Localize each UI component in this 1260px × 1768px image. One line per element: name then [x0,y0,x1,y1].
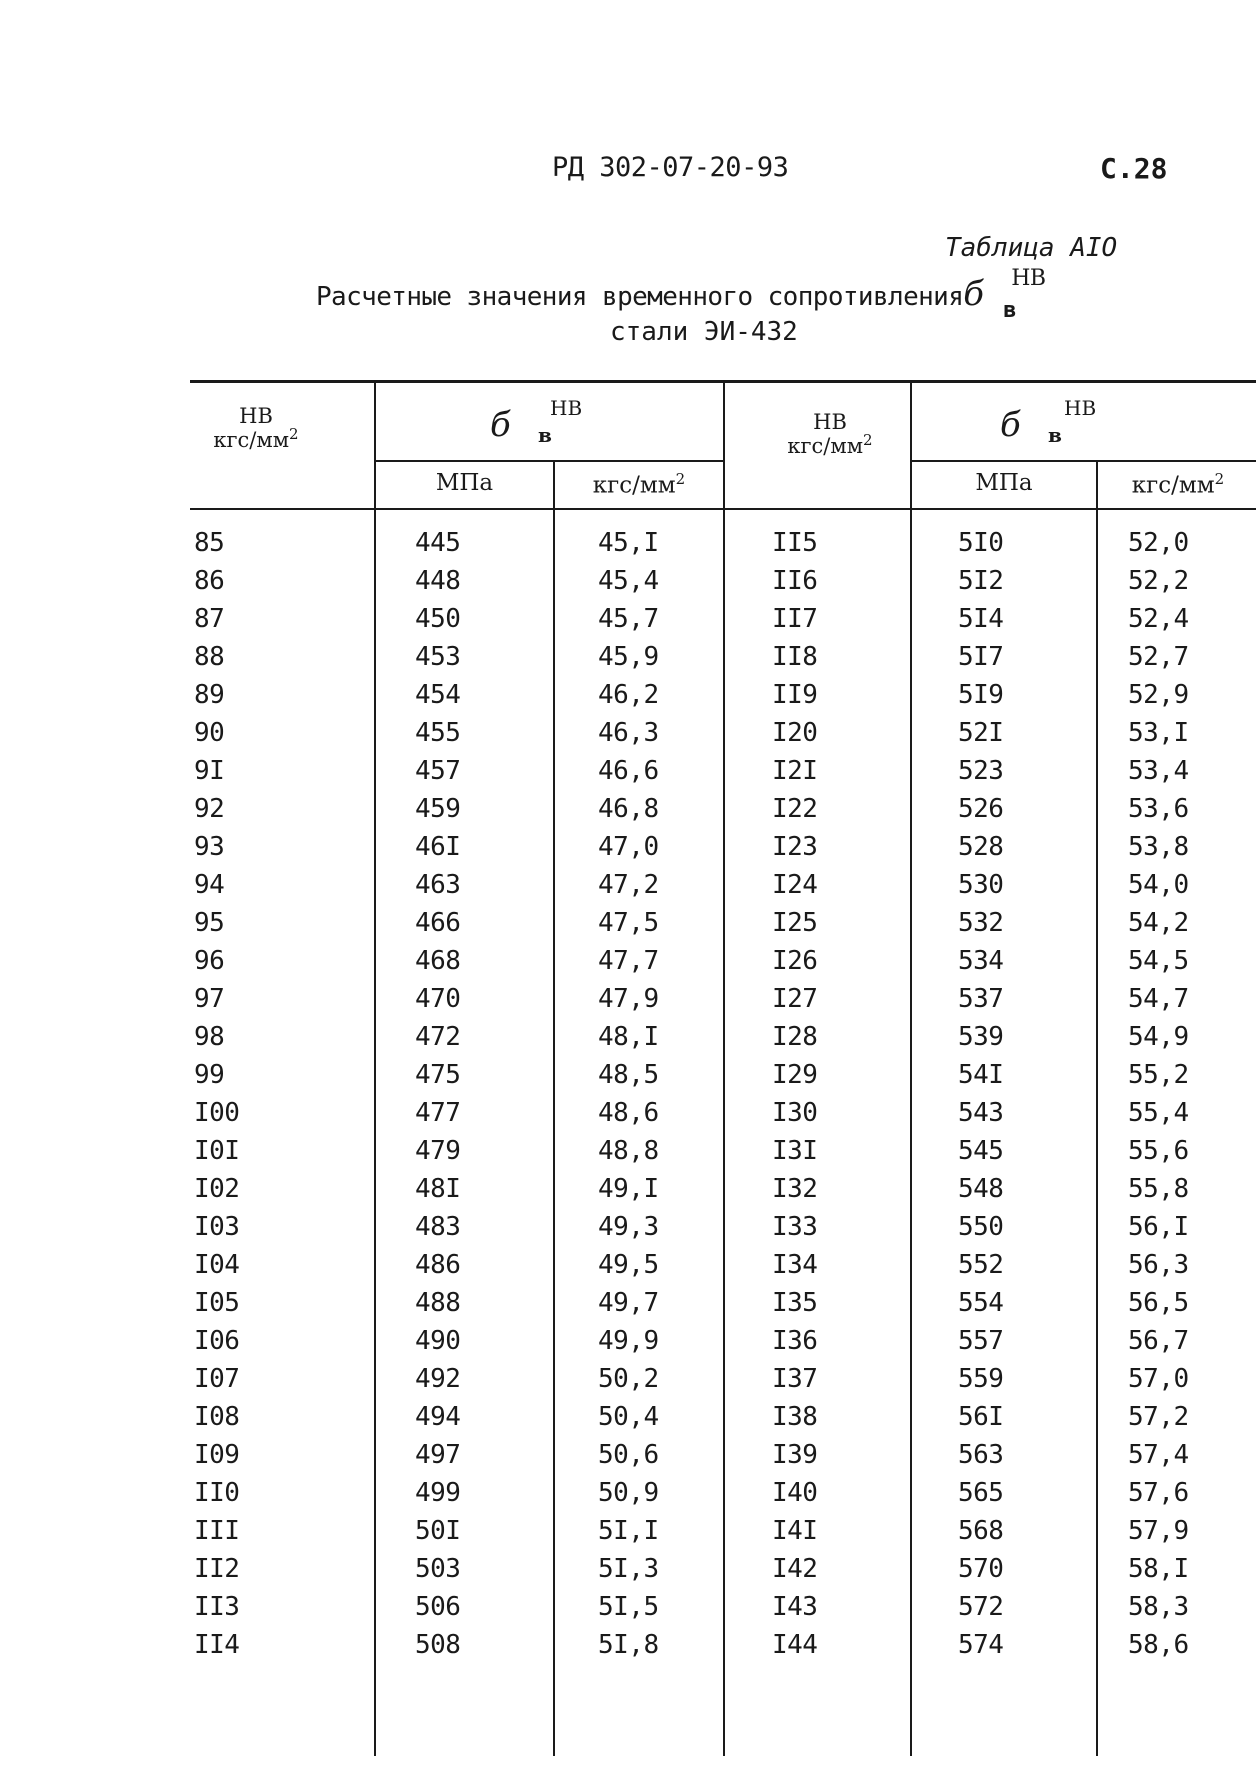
table-row [0,828,1260,866]
cell-mpa-left: 499 [415,1478,461,1508]
table-row [0,942,1260,980]
cell-mpa-left: 472 [415,1022,461,1052]
document-code: РД 302-07-20-93 [552,152,789,183]
sigma-header-right: б [1000,405,1021,445]
cell-mpa-right: 523 [958,756,1004,786]
cell-kgf-left: 49,5 [598,1250,659,1280]
cell-kgf-right: 52,7 [1128,642,1189,672]
table-row [0,1056,1260,1094]
cell-hb-right: I28 [772,1022,818,1052]
cell-mpa-left: 450 [415,604,461,634]
cell-kgf-right: 52,9 [1128,680,1189,710]
table-row [0,904,1260,942]
cell-hb-right: I37 [772,1364,818,1394]
cell-mpa-right: 574 [958,1630,1004,1660]
cell-mpa-left: 506 [415,1592,461,1622]
cell-kgf-left: 46,6 [598,756,659,786]
cell-hb-right: II8 [772,642,818,672]
cell-hb-right: I25 [772,908,818,938]
cell-kgf-left: 50,9 [598,1478,659,1508]
cell-hb-left: 98 [194,1022,225,1052]
hb-unit: кгс/$мм^2$ [787,431,873,458]
cell-kgf-left: 48,8 [598,1136,659,1166]
cell-hb-left: I00 [194,1098,240,1128]
cell-mpa-right: 5I2 [958,566,1004,596]
cell-kgf-left: 47,0 [598,832,659,862]
cell-kgf-right: 55,2 [1128,1060,1189,1090]
table-row [0,600,1260,638]
cell-kgf-left: 46,8 [598,794,659,824]
cell-mpa-right: 534 [958,946,1004,976]
cell-hb-right: I4I [772,1516,818,1546]
table-row [0,866,1260,904]
cell-kgf-left: 50,6 [598,1440,659,1470]
cell-mpa-left: 459 [415,794,461,824]
cell-kgf-right: 56,3 [1128,1250,1189,1280]
cell-hb-right: I33 [772,1212,818,1242]
cell-hb-right: I32 [772,1174,818,1204]
sigma-symbol: б в НВ [963,266,1046,323]
cell-kgf-left: 45,7 [598,604,659,634]
cell-kgf-right: 55,4 [1128,1098,1189,1128]
cell-mpa-left: 48I [415,1174,461,1204]
cell-mpa-right: 539 [958,1022,1004,1052]
cell-mpa-right: 56I [958,1402,1004,1432]
cell-hb-right: I35 [772,1288,818,1318]
cell-mpa-right: 526 [958,794,1004,824]
cell-kgf-right: 57,6 [1128,1478,1189,1508]
cell-mpa-right: 54I [958,1060,1004,1090]
cell-hb-left: 85 [194,528,225,558]
cell-kgf-right: 54,5 [1128,946,1189,976]
cell-mpa-left: 479 [415,1136,461,1166]
cell-hb-right: I40 [772,1478,818,1508]
cell-kgf-right: 57,9 [1128,1516,1189,1546]
cell-mpa-right: 528 [958,832,1004,862]
cell-kgf-left: 45,4 [598,566,659,596]
cell-hb-left: 94 [194,870,225,900]
table-subtitle: стали ЭИ-432 [610,317,798,347]
cell-mpa-left: 503 [415,1554,461,1584]
cell-mpa-left: 46I [415,832,461,862]
cell-hb-right: I44 [772,1630,818,1660]
cell-mpa-left: 448 [415,566,461,596]
cell-mpa-right: 532 [958,908,1004,938]
hb-label: НВ [813,410,847,434]
cell-kgf-left: 47,5 [598,908,659,938]
cell-mpa-left: 466 [415,908,461,938]
cell-kgf-left: 48,5 [598,1060,659,1090]
cell-hb-right: I24 [772,870,818,900]
cell-mpa-right: 557 [958,1326,1004,1356]
table-row [0,1398,1260,1436]
table-row [0,1208,1260,1246]
cell-kgf-right: 55,6 [1128,1136,1189,1166]
cell-mpa-left: 494 [415,1402,461,1432]
cell-mpa-right: 565 [958,1478,1004,1508]
cell-kgf-right: 57,0 [1128,1364,1189,1394]
table-title [316,266,1046,323]
cell-mpa-left: 463 [415,870,461,900]
cell-hb-left: 89 [194,680,225,710]
cell-mpa-left: 457 [415,756,461,786]
table-row [0,1246,1260,1284]
cell-mpa-right: 572 [958,1592,1004,1622]
cell-hb-left: 97 [194,984,225,1014]
col-header-mpa-left: МПа [435,470,494,496]
col-header-kgf-left: кгс/$мм^2$ [592,470,686,499]
cell-hb-left: 92 [194,794,225,824]
cell-mpa-right: 554 [958,1288,1004,1318]
cell-hb-left: I03 [194,1212,240,1242]
cell-mpa-left: 454 [415,680,461,710]
cell-mpa-left: 470 [415,984,461,1014]
cell-hb-left: I08 [194,1402,240,1432]
cell-mpa-right: 548 [958,1174,1004,1204]
cell-kgf-left: 45,9 [598,642,659,672]
cell-hb-right: I3I [772,1136,818,1166]
cell-kgf-right: 57,2 [1128,1402,1189,1432]
cell-mpa-right: 550 [958,1212,1004,1242]
cell-hb-left: II3 [194,1592,240,1622]
cell-hb-right: I43 [772,1592,818,1622]
cell-kgf-left: 50,4 [598,1402,659,1432]
col-header-kgf-right: кгс/$мм^2$ [1131,470,1225,499]
cell-mpa-right: 530 [958,870,1004,900]
cell-hb-left: II4 [194,1630,240,1660]
cell-kgf-right: 58,I [1128,1554,1189,1584]
cell-hb-left: 87 [194,604,225,634]
cell-hb-right: I27 [772,984,818,1014]
sigma-sup-right: НВ [1064,396,1097,420]
cell-mpa-left: 508 [415,1630,461,1660]
table-row [0,676,1260,714]
cell-hb-left: 86 [194,566,225,596]
cell-mpa-right: 5I7 [958,642,1004,672]
cell-hb-left: I06 [194,1326,240,1356]
table-row [0,1588,1260,1626]
cell-hb-left: II0 [194,1478,240,1508]
cell-kgf-left: 46,3 [598,718,659,748]
table-row [0,1132,1260,1170]
cell-kgf-left: 46,2 [598,680,659,710]
cell-hb-left: 95 [194,908,225,938]
table-row [0,714,1260,752]
table-row [0,1626,1260,1664]
cell-mpa-left: 453 [415,642,461,672]
cell-kgf-left: 5I,8 [598,1630,659,1660]
cell-hb-left: I05 [194,1288,240,1318]
cell-hb-left: II2 [194,1554,240,1584]
sigma-subscript: в [1003,298,1016,323]
title-text: Расчетные значения временного сопротивления [316,282,964,312]
cell-kgf-right: 56,I [1128,1212,1189,1242]
cell-mpa-left: 468 [415,946,461,976]
cell-hb-right: II7 [772,604,818,634]
subheader-rule-left [376,460,724,462]
cell-hb-right: I23 [772,832,818,862]
cell-kgf-right: 54,0 [1128,870,1189,900]
cell-kgf-left: 5I,3 [598,1554,659,1584]
table-row [0,1436,1260,1474]
cell-kgf-right: 53,4 [1128,756,1189,786]
cell-hb-right: I20 [772,718,818,748]
cell-mpa-right: 545 [958,1136,1004,1166]
cell-kgf-right: 54,2 [1128,908,1189,938]
table-row [0,1360,1260,1398]
cell-kgf-right: 53,6 [1128,794,1189,824]
cell-hb-left: 90 [194,718,225,748]
cell-mpa-left: 477 [415,1098,461,1128]
table-row [0,1550,1260,1588]
table-row [0,1018,1260,1056]
cell-kgf-right: 58,6 [1128,1630,1189,1660]
cell-hb-right: I34 [772,1250,818,1280]
cell-hb-right: I36 [772,1326,818,1356]
cell-mpa-left: 445 [415,528,461,558]
cell-mpa-left: 497 [415,1440,461,1470]
table-row [0,1322,1260,1360]
cell-kgf-right: 56,5 [1128,1288,1189,1318]
table-label: Таблица AIO [945,233,1118,263]
cell-hb-left: I0I [194,1136,240,1166]
cell-kgf-left: 47,9 [598,984,659,1014]
sigma-superscript: НВ [1011,266,1046,291]
sigma-sup-left: НВ [550,396,583,420]
cell-hb-right: I22 [772,794,818,824]
sigma-sub-right: в [1048,423,1062,447]
cell-hb-right: I29 [772,1060,818,1090]
cell-mpa-left: 50I [415,1516,461,1546]
cell-hb-left: I07 [194,1364,240,1394]
cell-hb-left: 9I [194,756,225,786]
cell-mpa-right: 5I9 [958,680,1004,710]
cell-kgf-left: 49,9 [598,1326,659,1356]
cell-mpa-right: 570 [958,1554,1004,1584]
cell-mpa-right: 543 [958,1098,1004,1128]
cell-hb-left: III [194,1516,240,1546]
table-row [0,638,1260,676]
cell-mpa-left: 486 [415,1250,461,1280]
cell-mpa-left: 483 [415,1212,461,1242]
col-header-hb-left [196,406,316,451]
cell-kgf-left: 47,7 [598,946,659,976]
col-header-mpa-right: МПа [975,470,1033,496]
cell-kgf-left: 5I,5 [598,1592,659,1622]
table-row [0,1512,1260,1550]
cell-kgf-right: 58,3 [1128,1592,1189,1622]
cell-mpa-right: 5I4 [958,604,1004,634]
cell-hb-right: II5 [772,528,818,558]
cell-hb-left: 96 [194,946,225,976]
cell-mpa-left: 490 [415,1326,461,1356]
cell-kgf-right: 55,8 [1128,1174,1189,1204]
cell-kgf-right: 57,4 [1128,1440,1189,1470]
cell-kgf-right: 56,7 [1128,1326,1189,1356]
cell-mpa-right: 563 [958,1440,1004,1470]
cell-hb-right: I2I [772,756,818,786]
cell-hb-right: I30 [772,1098,818,1128]
cell-hb-right: II6 [772,566,818,596]
table-row [0,524,1260,562]
cell-kgf-left: 5I,I [598,1516,659,1546]
cell-kgf-left: 45,I [598,528,659,558]
sigma-header-left: б [490,405,511,445]
cell-kgf-left: 48,6 [598,1098,659,1128]
cell-hb-right: I26 [772,946,818,976]
cell-kgf-right: 52,0 [1128,528,1189,558]
col-header-hb-right [750,412,910,457]
cell-mpa-left: 488 [415,1288,461,1318]
cell-kgf-right: 52,4 [1128,604,1189,634]
cell-hb-right: II9 [772,680,818,710]
cell-kgf-left: 49,I [598,1174,659,1204]
table-row [0,752,1260,790]
cell-hb-left: I02 [194,1174,240,1204]
cell-mpa-right: 559 [958,1364,1004,1394]
subheader-rule-right [910,460,1256,462]
cell-hb-left: 99 [194,1060,225,1090]
hb-unit: кгс/$мм^2$ [213,425,299,452]
table-row [0,790,1260,828]
cell-mpa-right: 552 [958,1250,1004,1280]
hb-label: НВ [239,404,273,428]
cell-kgf-left: 50,2 [598,1364,659,1394]
table-row [0,980,1260,1018]
table-row [0,1170,1260,1208]
cell-kgf-left: 48,I [598,1022,659,1052]
cell-kgf-right: 53,8 [1128,832,1189,862]
table-row [0,562,1260,600]
page-number: С.28 [1100,152,1168,185]
cell-mpa-right: 537 [958,984,1004,1014]
cell-kgf-right: 54,9 [1128,1022,1189,1052]
cell-mpa-left: 492 [415,1364,461,1394]
cell-kgf-right: 53,I [1128,718,1189,748]
cell-kgf-right: 52,2 [1128,566,1189,596]
cell-hb-right: I42 [772,1554,818,1584]
cell-hb-left: 88 [194,642,225,672]
table-row [0,1474,1260,1512]
cell-hb-left: I09 [194,1440,240,1470]
cell-hb-left: 93 [194,832,225,862]
cell-hb-left: I04 [194,1250,240,1280]
cell-kgf-left: 49,3 [598,1212,659,1242]
cell-kgf-left: 49,7 [598,1288,659,1318]
cell-hb-right: I39 [772,1440,818,1470]
table-row [0,1094,1260,1132]
cell-mpa-right: 52I [958,718,1004,748]
cell-kgf-left: 47,2 [598,870,659,900]
cell-mpa-right: 568 [958,1516,1004,1546]
table-row [0,1284,1260,1322]
cell-hb-right: I38 [772,1402,818,1432]
sigma-sub-left: в [538,423,552,447]
cell-mpa-right: 5I0 [958,528,1004,558]
cell-mpa-left: 475 [415,1060,461,1090]
cell-mpa-left: 455 [415,718,461,748]
cell-kgf-right: 54,7 [1128,984,1189,1014]
